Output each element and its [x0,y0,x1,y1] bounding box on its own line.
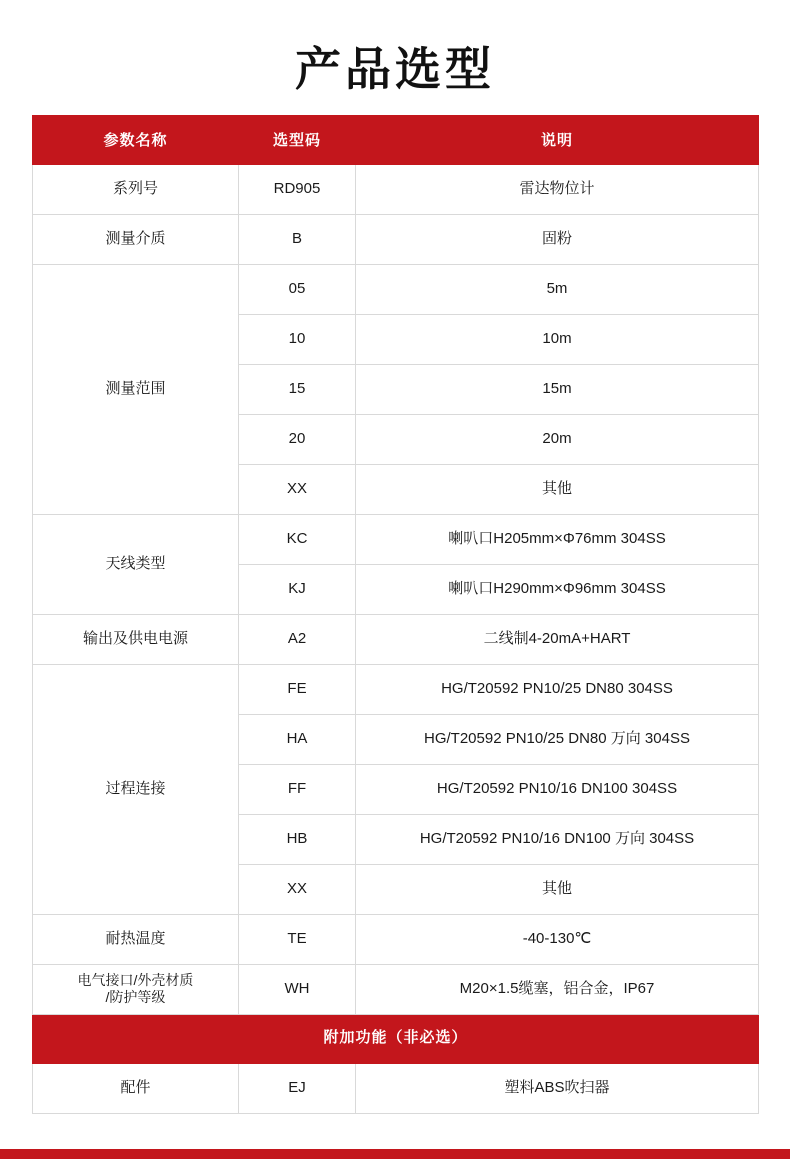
selection-code-cell: FF [239,764,356,814]
description-cell: -40-130℃ [356,914,759,964]
selection-code-cell: 10 [239,314,356,364]
selection-table-wrapper [32,115,758,1114]
param-name-cell: 配件 [33,1063,239,1113]
selection-code-cell: XX [239,864,356,914]
product-selection-table [32,115,759,1114]
description-cell: 塑料ABS吹扫器 [356,1063,759,1113]
param-name-cell: 输出及供电电源 [33,614,239,664]
description-cell: HG/T20592 PN10/25 DN80 304SS [356,664,759,714]
selection-code-cell: 15 [239,364,356,414]
column-header-desc: 说明 [356,115,759,164]
description-cell: HG/T20592 PN10/16 DN100 304SS [356,764,759,814]
param-name-cell: 天线类型 [33,514,239,614]
description-cell: 其他 [356,864,759,914]
section-header-label: 附加功能（非必选） [33,1014,759,1063]
description-cell: 固粉 [356,214,759,264]
description-cell: HG/T20592 PN10/25 DN80 万向 304SS [356,714,759,764]
selection-code-cell: A2 [239,614,356,664]
selection-code-cell: EJ [239,1063,356,1113]
selection-code-cell: FE [239,664,356,714]
selection-code-cell: HA [239,714,356,764]
selection-code-cell: TE [239,914,356,964]
column-header-code: 选型码 [239,115,356,164]
description-cell: HG/T20592 PN10/16 DN100 万向 304SS [356,814,759,864]
bottom-accent-bar [0,1149,790,1159]
selection-code-cell: B [239,214,356,264]
description-cell: 喇叭口H205mm×Φ76mm 304SS [356,514,759,564]
description-cell: 10m [356,314,759,364]
description-cell: 喇叭口H290mm×Φ96mm 304SS [356,564,759,614]
description-cell: 二线制4-20mA+HART [356,614,759,664]
page-title: 产品选型 [295,43,495,95]
selection-code-cell: KJ [239,564,356,614]
section-header-row [33,1014,759,1063]
table-row [33,164,759,214]
description-cell: 其他 [356,464,759,514]
description-cell: M20×1.5缆塞，铝合金，IP67 [356,964,759,1014]
selection-code-cell: RD905 [239,164,356,214]
selection-code-cell: 05 [239,264,356,314]
selection-code-cell: WH [239,964,356,1014]
column-header-param: 参数名称 [33,115,239,164]
table-row [33,914,759,964]
table-row [33,264,759,314]
param-name-cell: 测量介质 [33,214,239,264]
selection-code-cell: KC [239,514,356,564]
table-header [33,115,759,164]
table-row [33,1063,759,1113]
description-cell: 15m [356,364,759,414]
table-row [33,664,759,714]
param-name-cell: 过程连接 [33,664,239,914]
table-body [33,164,759,1113]
description-cell: 20m [356,414,759,464]
table-row [33,964,759,1014]
param-name-cell: 电气接口/外壳材质 /防护等级 [33,964,239,1014]
selection-code-cell: XX [239,464,356,514]
selection-code-cell: HB [239,814,356,864]
description-cell: 雷达物位计 [356,164,759,214]
param-name-cell: 耐热温度 [33,914,239,964]
param-name-cell: 系列号 [33,164,239,214]
selection-code-cell: 20 [239,414,356,464]
table-row [33,514,759,564]
table-row [33,214,759,264]
param-name-cell: 测量范围 [33,264,239,514]
table-row [33,614,759,664]
table-header-row [33,115,759,164]
description-cell: 5m [356,264,759,314]
